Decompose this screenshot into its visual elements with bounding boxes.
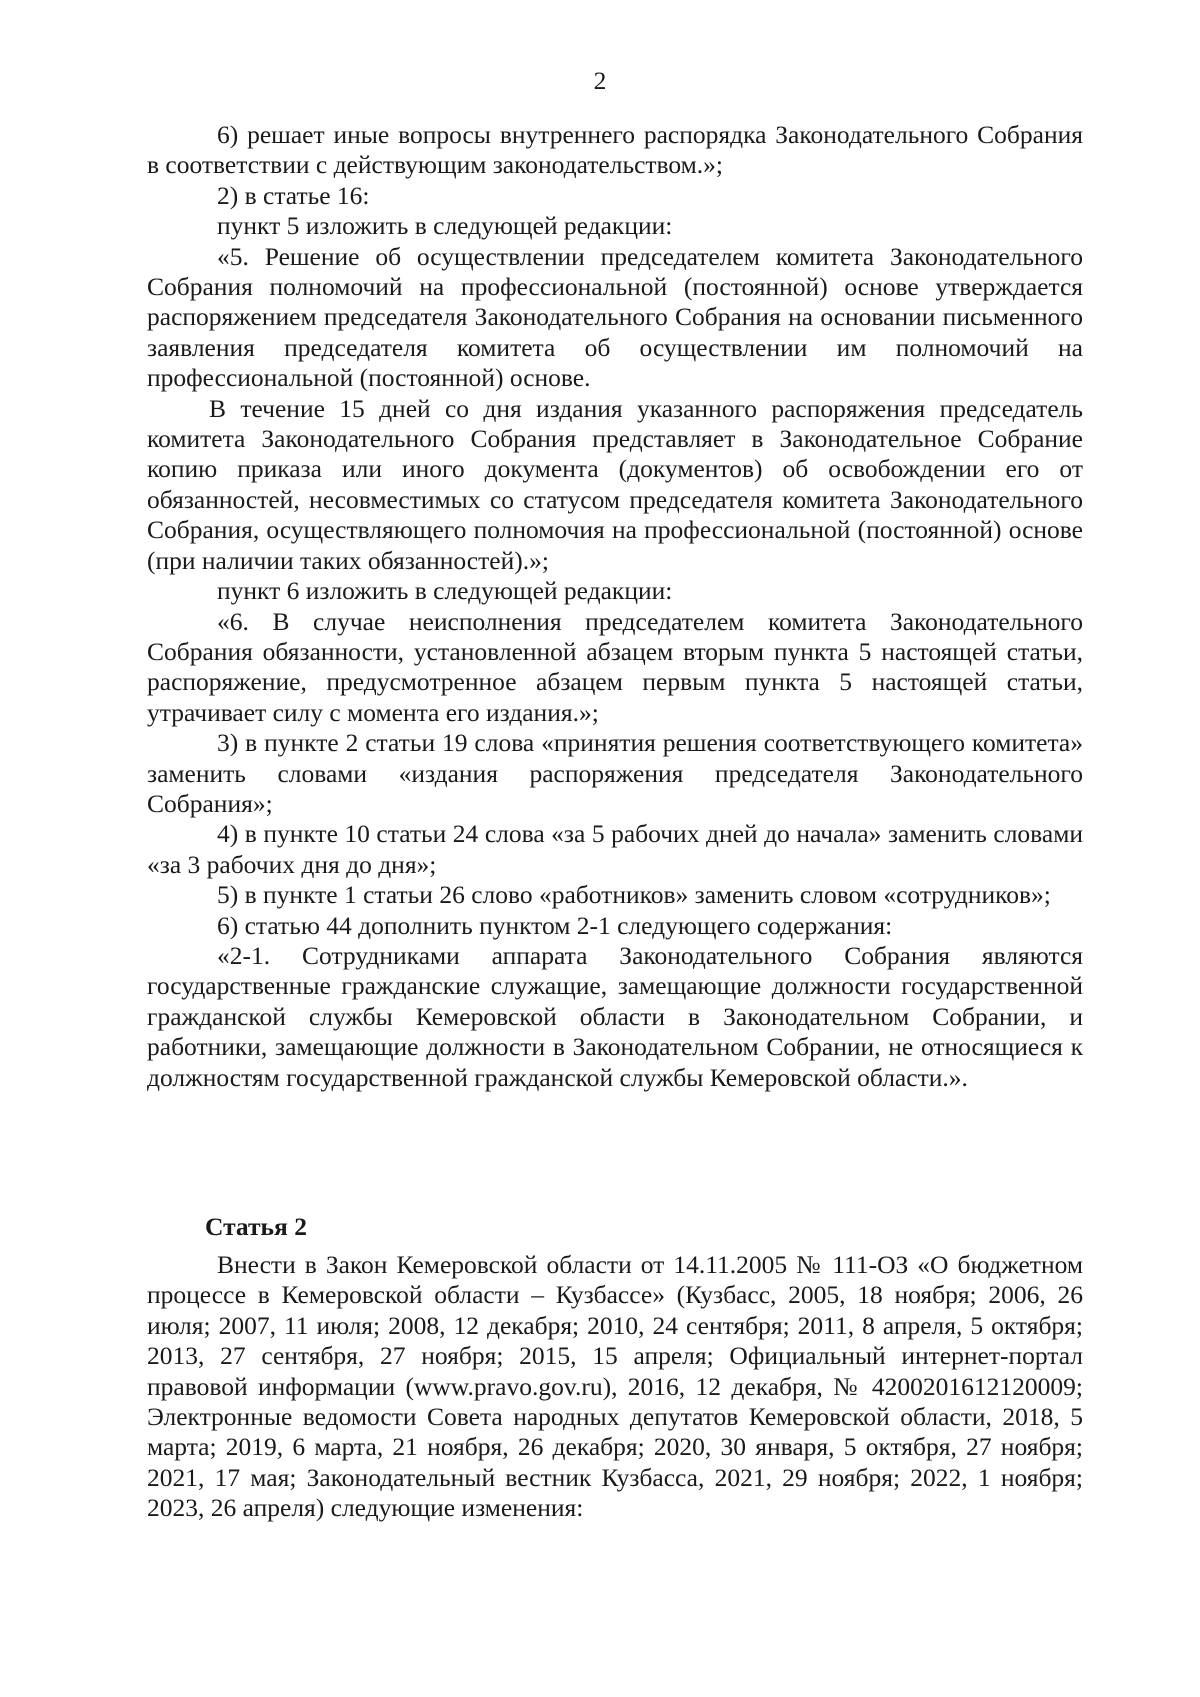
paragraph: пункт 6 изложить в следующей редакции:	[217, 576, 673, 606]
paragraph: «5. Решение об осуществлении председателем комитета Законодательного Собрания полномочий на профессиональной (постоянной) основе утверждается распоряжением председателя Законодательного Собрания на основании письменного заявления председателя комитета об осуществлении им полномочий на профессиональной (постоянной) основе.	[147, 241, 1083, 393]
paragraph: 6) решает иные вопросы внутреннего распорядка Законодательного Собрания в соответствии с действующим законодательством.»;	[147, 120, 1083, 180]
paragraph: «2-1. Сотрудниками аппарата Законодательного Собрания являются государственные гражданские служащие, замещающие должности государственной гражданской службы Кемеровской области в Законодательном Собрании, и работники, замещающие должности в Законодательном Собрании, не относящиеся к должностям государственной гражданской службы Кемеровской области.».	[147, 940, 1083, 1092]
article-1-continuation	[147, 120, 1083, 1093]
paragraph: 5) в пункте 1 статьи 26 слово «работников» заменить словом «сотрудников»;	[217, 880, 1051, 910]
paragraph: «6. В случае неисполнения председателем комитета Законодательного Собрания обязанности, установленной абзацем вторым пункта 5 настоящей статьи, распоряжение, предусмотренное абзацем первым пункта 5 настоящей статьи, утрачивает силу с момента его издания.»;	[147, 606, 1083, 727]
article-2-body	[147, 1250, 1083, 1524]
paragraph: 4) в пункте 10 статьи 24 слова «за 5 рабочих дней до начала» заменить словами «за 3 рабочих дня до дня»;	[147, 819, 1083, 879]
paragraph: 2) в статье 16:	[217, 180, 370, 210]
page-number: 2	[593, 66, 607, 95]
article-heading: Статья 2	[205, 1212, 307, 1241]
paragraph: В течение 15 дней со дня издания указанного распоряжения председатель комитета Законодательного Собрания представляет в Законодательное Собрание копию приказа или иного документа (документов) об освобождении его от обязанностей, несовместимых со статусом председателя комитета Законодательного Собрания, осуществляющего полномочия на профессиональной (постоянной) основе (при наличии таких обязанностей).»;	[147, 393, 1083, 575]
paragraph: пункт 5 изложить в следующей редакции:	[217, 211, 673, 241]
paragraph: Внести в Закон Кемеровской области от 14.11.2005 № 111-ОЗ «О бюджетном процессе в Кемеровской области – Кузбассе» (Кузбасс, 2005, 18 ноября; 2006, 26 июля; 2007, 11 июля; 2008, 12 декабря; 2010, 24 сентября; 2011, 8 апреля, 5 октября; 2013, 27 сентября, 27 ноября; 2015, 15 апреля; Официальный интернет-портал правовой информации (www.pravo.gov.ru), 2016, 12 декабря, № 4200201612120009; Электронные ведомости Совета народных депутатов Кемеровской области, 2018, 5 марта; 2019, 6 марта, 21 ноября, 26 декабря; 2020, 30 января, 5 октября, 27 ноября; 2021, 17 мая; Законодательный вестник Кузбасса, 2021, 29 ноября; 2022, 1 ноября; 2023, 26 апреля) следующие изменения:	[147, 1250, 1083, 1523]
paragraph: 6) статью 44 дополнить пунктом 2-1 следующего содержания:	[217, 910, 893, 940]
paragraph: 3) в пункте 2 статьи 19 слова «принятия решения соответствующего комитета» заменить словами «издания распоряжения председателя Законодательного Собрания»;	[147, 728, 1083, 818]
